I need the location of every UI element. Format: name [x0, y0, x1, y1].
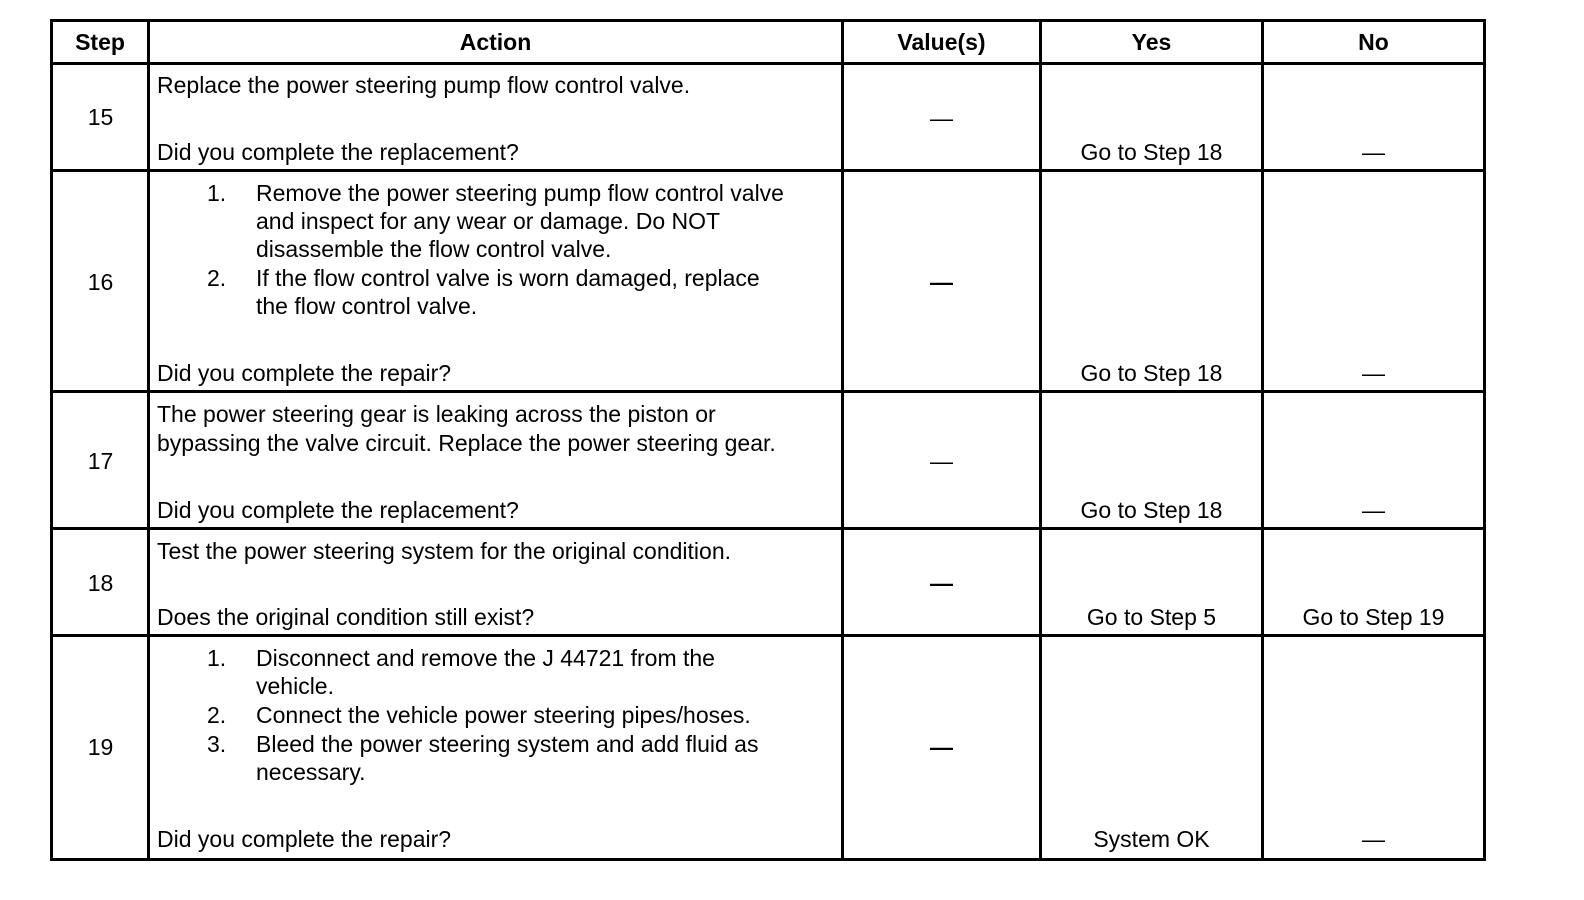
step-number: 15: [87, 104, 114, 130]
step-number: 19: [87, 734, 114, 760]
list-item: Remove the power steering pump flow control valve: [256, 180, 784, 206]
header-no: No: [1358, 28, 1389, 55]
step-number: 17: [87, 448, 114, 474]
no-cell: Go to Step 19: [1302, 604, 1445, 630]
list-item: and inspect for any wear or damage. Do NOT: [256, 208, 721, 234]
value-cell: —: [930, 105, 953, 131]
no-cell: —: [1362, 497, 1385, 523]
list-item: disassemble the flow control valve.: [256, 236, 612, 262]
value-cell: —: [930, 448, 953, 474]
header-step: Step: [75, 28, 125, 55]
no-cell: —: [1362, 826, 1385, 852]
row-divider: [53, 390, 1483, 393]
yes-cell: Go to Step 18: [1080, 497, 1223, 523]
list-number: 2.: [207, 702, 227, 728]
row-divider: [53, 62, 1483, 65]
no-cell: —: [1362, 139, 1385, 165]
list-number: 3.: [207, 731, 227, 757]
list-number: 1.: [207, 645, 227, 671]
list-item: vehicle.: [256, 673, 334, 699]
action-text: bypassing the valve circuit. Replace the power steering gear.: [157, 430, 776, 456]
list-item: If the flow control valve is worn damaged, replace: [256, 265, 760, 291]
row-divider: [53, 634, 1483, 637]
action-text: Test the power steering system for the original condition.: [157, 538, 732, 564]
list-item: Connect the vehicle power steering pipes/hoses.: [256, 702, 751, 728]
list-number: 1.: [207, 180, 227, 206]
list-item: Disconnect and remove the J 44721 from the: [256, 645, 715, 671]
list-item: Bleed the power steering system and add fluid as: [256, 731, 759, 757]
action-question: Does the original condition still exist?: [157, 604, 535, 630]
list-item: the flow control valve.: [256, 293, 478, 319]
step-number: 16: [87, 269, 114, 295]
action-question: Did you complete the repair?: [157, 826, 452, 852]
step-number: 18: [87, 570, 114, 596]
list-item: necessary.: [256, 759, 366, 785]
header-action: Action: [459, 28, 532, 55]
row-divider: [53, 527, 1483, 530]
action-question: Did you complete the repair?: [157, 360, 452, 386]
yes-cell: Go to Step 18: [1080, 360, 1223, 386]
yes-cell: Go to Step 5: [1086, 604, 1217, 630]
diagnostic-table: [50, 19, 1486, 861]
column-divider: [147, 22, 150, 858]
action-question: Did you complete the replacement?: [157, 139, 519, 165]
yes-cell: Go to Step 18: [1080, 139, 1223, 165]
action-text: The power steering gear is leaking across the piston or: [157, 401, 716, 427]
list-number: 2.: [207, 265, 227, 291]
value-cell: —: [930, 269, 953, 295]
yes-cell: System OK: [1093, 826, 1210, 852]
value-cell: —: [930, 734, 953, 760]
row-divider: [53, 169, 1483, 172]
header-yes: Yes: [1131, 28, 1172, 55]
action-question: Did you complete the replacement?: [157, 497, 519, 523]
column-divider: [841, 22, 844, 858]
header-values: Value(s): [897, 28, 986, 55]
value-cell: —: [930, 570, 953, 596]
no-cell: —: [1362, 360, 1385, 386]
action-text: Replace the power steering pump flow control valve.: [157, 72, 691, 98]
